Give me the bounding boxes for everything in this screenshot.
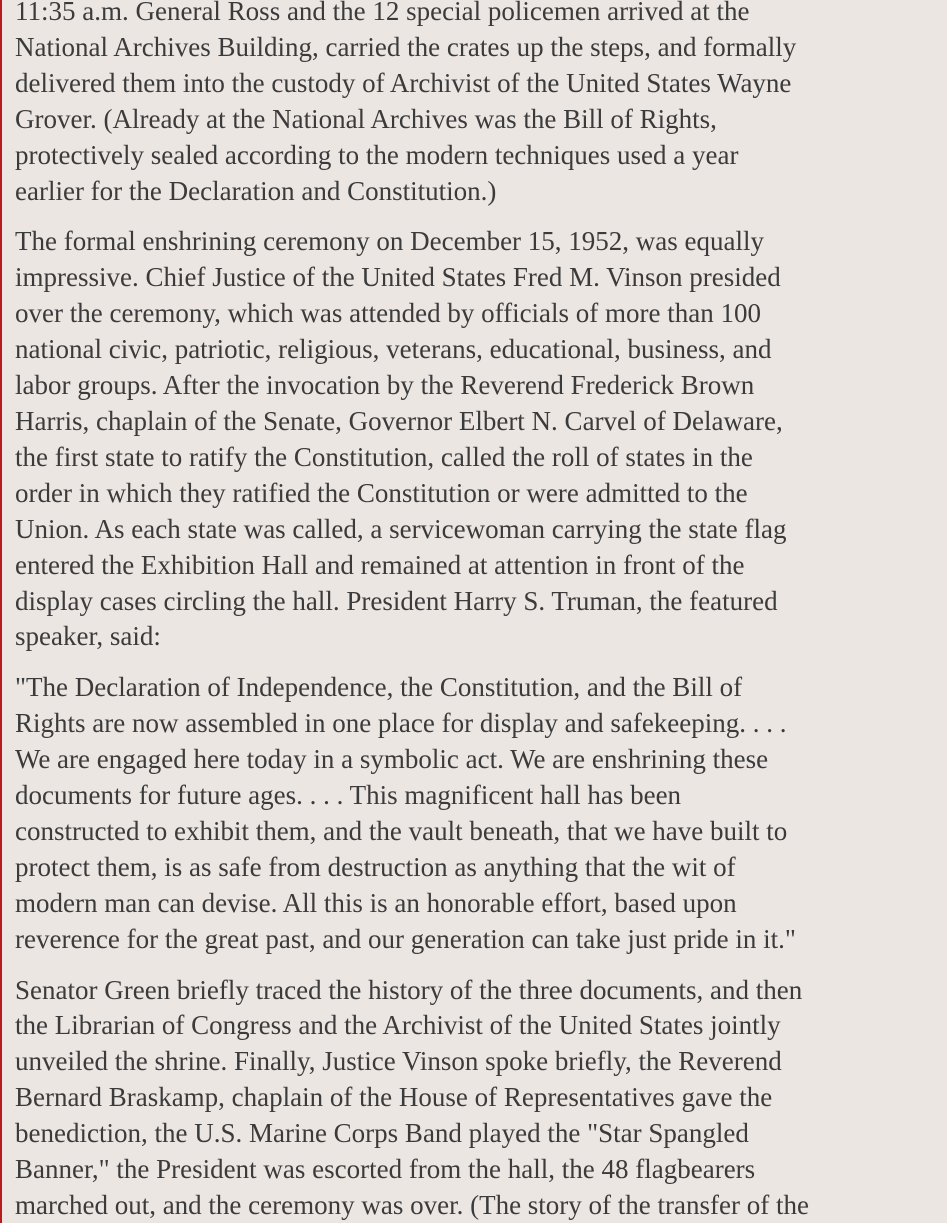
text-line: protectively sealed according to the modern techniques used a year — [15, 139, 739, 170]
text-line: constructed to exhibit them, and the vault beneath, that we have built to — [15, 815, 788, 846]
paragraph-truman-quote — [15, 670, 947, 957]
text-line: Union. As each state was called, a servicewoman carrying the state flag — [15, 513, 787, 544]
text-line: delivered them into the custody of Archivist of the United States Wayne — [15, 67, 792, 98]
text-line: "The Declaration of Independence, the Constitution, and the Bill of — [15, 672, 743, 703]
text-line: the first state to ratify the Constitution, called the roll of states in the — [15, 441, 753, 472]
text-line: The formal enshrining ceremony on December 15, 1952, was equally — [15, 226, 765, 257]
text-line: marched out, and the ceremony was over. (The story of the transfer of the — [15, 1190, 809, 1220]
text-line: modern man can devise. All this is an honorable effort, based upon — [15, 887, 737, 918]
text-line: Harris, chaplain of the Senate, Governor Elbert N. Carvel of Delaware, — [15, 405, 783, 436]
text-line: earlier for the Declaration and Constitution.) — [15, 175, 497, 206]
text-line: Grover. (Already at the National Archives was the Bill of Rights, — [15, 103, 717, 134]
text-line: national civic, patriotic, religious, veterans, educational, business, and — [15, 334, 772, 365]
text-line: speaker, said: — [15, 621, 161, 652]
text-line: We are engaged here today in a symbolic act. We are enshrining these — [15, 744, 769, 775]
text-line: benediction, the U.S. Marine Corps Band played the "Star Spangled — [15, 1118, 749, 1149]
text-line: over the ceremony, which was attended by officials of more than 100 — [15, 298, 762, 329]
paragraph-ceremony — [15, 224, 947, 655]
article-body — [15, 0, 947, 1223]
text-line: protect them, is as safe from destruction as anything that the wit of — [15, 851, 736, 882]
text-line: the Librarian of Congress and the Archivist of the United States jointly — [15, 1010, 781, 1041]
text-line: labor groups. After the invocation by the Reverend Frederick Brown — [15, 370, 755, 401]
text-line: Banner," the President was escorted from the hall, the 48 flagbearers — [15, 1154, 756, 1185]
text-line: unveiled the shrine. Finally, Justice Vinson spoke briefly, the Reverend — [15, 1046, 782, 1077]
text-line: reverence for the great past, and our generation can take just pride in it." — [15, 923, 796, 954]
text-line: 11:35 a.m. General Ross and the 12 special policemen arrived at the — [15, 0, 750, 26]
text-line: display cases circling the hall. President Harry S. Truman, the featured — [15, 585, 778, 616]
text-line: Rights are now assembled in one place for display and safekeeping. . . . — [15, 708, 787, 739]
paragraph-conclusion — [15, 973, 947, 1223]
text-line: Bernard Braskamp, chaplain of the House of Representatives gave the — [15, 1082, 773, 1113]
paragraph-arrival — [15, 0, 947, 209]
text-line: order in which they ratified the Constitution or were admitted to the — [15, 477, 748, 508]
text-line: entered the Exhibition Hall and remained at attention in front of the — [15, 549, 745, 580]
text-line: Senator Green briefly traced the history of the three documents, and then — [15, 974, 803, 1005]
text-line: impressive. Chief Justice of the United States Fred M. Vinson presided — [15, 262, 781, 293]
text-line: National Archives Building, carried the crates up the steps, and formally — [15, 31, 797, 62]
text-line: documents for future ages. . . . This magnificent hall has been — [15, 780, 682, 811]
